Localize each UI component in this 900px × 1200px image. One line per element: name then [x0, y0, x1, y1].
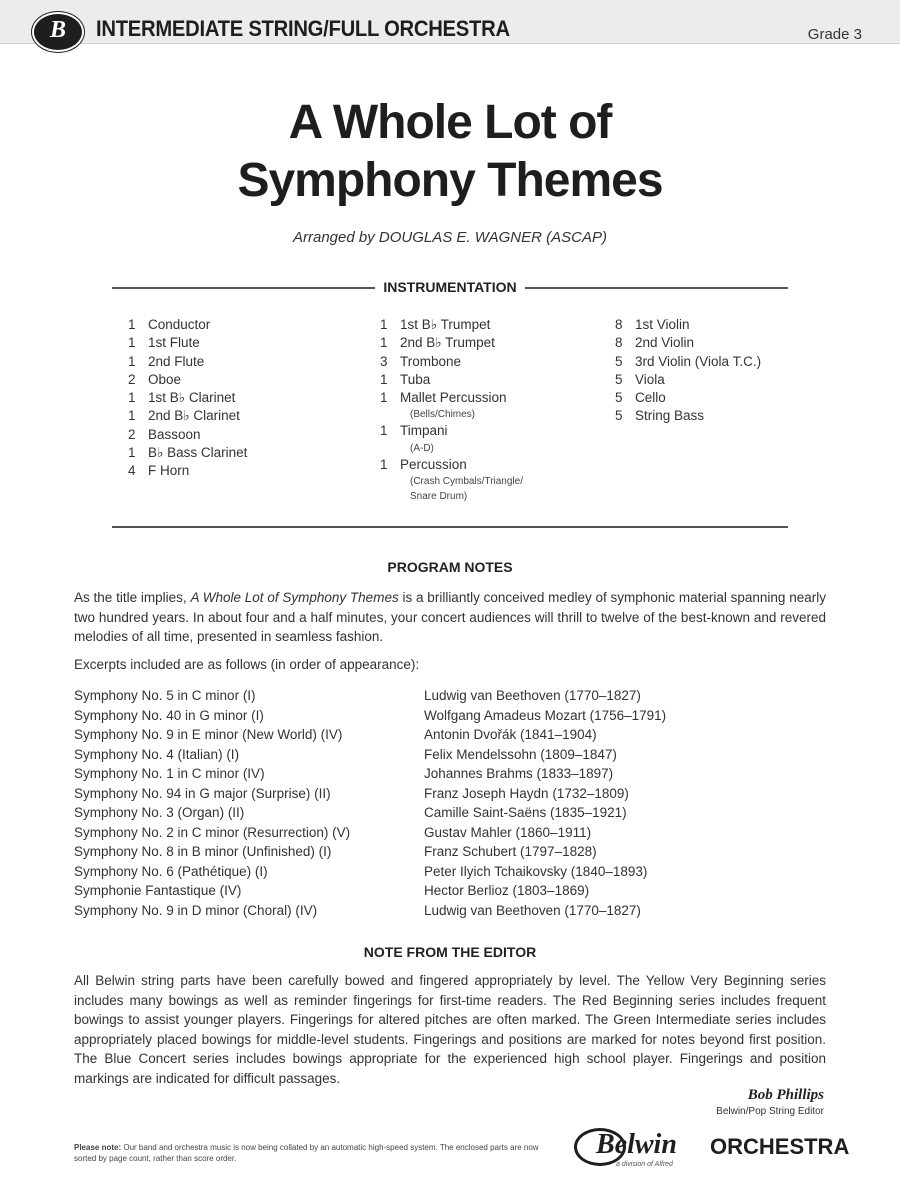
orchestra-wordmark: ORCHESTRA [710, 1134, 850, 1159]
excerpt-row [74, 901, 834, 921]
instrument-row [615, 353, 761, 371]
instrument-name: Cello [635, 390, 666, 406]
excerpt-composer: Johannes Brahms (1833–1897) [424, 766, 614, 781]
instrument-row [380, 371, 523, 389]
instrument-name: 1st Violin [635, 317, 690, 332]
excerpt-symphony: Symphony No. 5 in C minor (I) [74, 688, 256, 703]
instrument-quantity: 1 [380, 371, 388, 387]
instrument-row [128, 371, 247, 389]
instrument-quantity: 5 [615, 371, 623, 387]
instrument-name: 1st B♭ Trumpet [400, 317, 491, 332]
excerpt-symphony: Symphony No. 40 in G minor (I) [74, 707, 264, 723]
instrument-row [380, 456, 523, 504]
instrument-name: Timpani [400, 423, 448, 439]
program-notes-heading: PROGRAM NOTES [387, 559, 513, 575]
excerpt-composer: Gustav Mahler (1860–1911) [424, 824, 592, 840]
instrument-row [128, 426, 247, 444]
editor-signature: Bob Phillips [747, 1087, 824, 1103]
instrument-detail: (Bells/Chimes) [410, 409, 476, 421]
instrument-name: String Bass [635, 408, 705, 424]
instrumentation-column-woodwinds [128, 316, 247, 481]
excerpt-symphony: Symphony No. 6 (Pathétique) (I) [74, 863, 268, 879]
page-title [0, 94, 900, 210]
excerpt-composer: Antonin Dvořák (1841–1904) [424, 727, 597, 742]
instrument-row [615, 389, 761, 407]
instrument-name: F Horn [148, 463, 190, 479]
excerpt-composer: Ludwig van Beethoven (1770–1827) [424, 902, 641, 918]
excerpt-row [74, 823, 834, 843]
instrument-row [128, 353, 247, 371]
editor-note-text: All Belwin string parts have been carefully bowed and fingered appropriately by level. The Yellow Very Beginning series includes many bowings as well as reminder fingerings for first-time readers. The Red Beginning series includes frequent bowings to assist younger players. Fingerings for altered pitches are often marked. The Green Intermediate series includes appropriately placed bowings for middle-level students. Fingerings and positions are marked for notes beyond first position. The Blue Concert series includes bowings appropriate for the experienced high school player. Fingerings and position markings are indicated for difficult passages. [74, 973, 826, 1086]
instrument-quantity: 1 [128, 353, 136, 369]
instrument-row [615, 316, 761, 334]
excerpt-row [74, 764, 834, 784]
excerpt-composer: Felix Mendelssohn (1809–1847) [424, 746, 617, 762]
instrument-name: 2nd Violin [635, 335, 695, 351]
instrument-name: 2nd B♭ Clarinet [148, 408, 240, 424]
excerpt-row [74, 784, 834, 804]
belwin-logo-icon: B [32, 12, 84, 52]
instrument-name: Mallet Percussion [400, 390, 507, 406]
instrumentation-column-brass-percussion [380, 316, 523, 504]
instrument-quantity: 1 [128, 335, 136, 351]
instrument-quantity: 1 [128, 445, 136, 461]
instrument-row [380, 389, 523, 422]
instrument-quantity: 5 [615, 390, 623, 406]
title-line-1: A Whole Lot of [288, 96, 612, 149]
instrument-name: B♭ Bass Clarinet [148, 445, 248, 461]
instrument-name: Percussion [400, 456, 467, 472]
excerpt-symphony: Symphony No. 3 (Organ) (II) [74, 805, 245, 820]
excerpt-symphony: Symphony No. 2 in C minor (Resurrection) (V) [74, 824, 351, 840]
instrument-name: Trombone [400, 353, 462, 369]
instrument-quantity: 1 [380, 317, 388, 332]
excerpt-symphony: Symphony No. 8 in B minor (Unfinished) (I) [74, 844, 332, 859]
excerpt-composer: Peter Ilyich Tchaikovsky (1840–1893) [424, 863, 648, 879]
belwin-orchestra-logo [574, 1126, 850, 1176]
instrument-detail: Snare Drum) [410, 491, 468, 503]
arranger-credit: Arranged by DOUGLAS E. WAGNER (ASCAP) [293, 229, 607, 246]
instrument-name: 3rd Violin (Viola T.C.) [635, 353, 762, 369]
instrument-name: 1st B♭ Clarinet [148, 390, 236, 406]
excerpts-intro: Excerpts included are as follows (in order of appearance): [74, 657, 420, 672]
editor-note-heading: NOTE FROM THE EDITOR [363, 944, 537, 960]
excerpt-row [74, 803, 834, 823]
instrument-quantity: 8 [615, 317, 623, 332]
excerpt-composer: Franz Joseph Haydn (1732–1809) [424, 785, 629, 801]
footer-note: Please note: Our band and orchestra music is now being collated by an automatic high-speed system. The enclosed parts are now sorted by page count, rather than score order. [74, 1143, 539, 1163]
editor-title: Belwin/Pop String Editor [716, 1106, 824, 1117]
excerpt-row [74, 706, 834, 726]
instrument-quantity: 1 [380, 423, 388, 439]
instrument-row [380, 316, 523, 334]
grade-label: Grade 3 [807, 26, 862, 43]
instrument-row [380, 353, 523, 371]
instrument-row [615, 407, 761, 425]
instrument-detail: (Crash Cymbals/Triangle/ [410, 476, 523, 488]
instrument-quantity: 5 [615, 353, 623, 369]
excerpt-row [74, 725, 834, 745]
excerpt-symphony: Symphony No. 94 in G major (Surprise) (II) [74, 785, 331, 801]
instrument-quantity: 1 [380, 456, 388, 472]
instrumentation-bottom-rule [112, 526, 788, 528]
instrument-row [128, 407, 247, 425]
instrument-name: Conductor [148, 317, 211, 332]
instrument-name: 2nd B♭ Trumpet [400, 335, 495, 351]
title-line-2: Symphony Themes [237, 154, 663, 207]
instrument-row [615, 371, 761, 389]
instrument-row [128, 444, 247, 462]
instrument-name: Tuba [400, 371, 431, 387]
instrumentation-heading: INSTRUMENTATION [0, 279, 900, 295]
piece-title: A Whole Lot of Symphony Themes [190, 590, 399, 605]
instrument-row [128, 334, 247, 352]
instrument-row [380, 422, 523, 455]
instrument-row [128, 316, 247, 334]
instrument-quantity: 1 [380, 390, 388, 406]
instrumentation-column-strings [615, 316, 761, 426]
instrument-quantity: 5 [615, 408, 623, 424]
excerpt-composer: Wolfgang Amadeus Mozart (1756–1791) [424, 707, 667, 723]
excerpt-composer: Franz Schubert (1797–1828) [424, 844, 597, 859]
excerpt-row [74, 881, 834, 901]
instrument-row [615, 334, 761, 352]
excerpt-composer: Camille Saint-Saëns (1835–1921) [424, 805, 627, 820]
excerpt-symphony: Symphony No. 9 in D minor (Choral) (IV) [74, 902, 318, 918]
instrument-row [128, 389, 247, 407]
instrument-detail: (A-D) [410, 442, 434, 454]
instrument-name: Viola [635, 371, 665, 387]
instrument-quantity: 4 [128, 463, 136, 479]
instrument-quantity: 1 [380, 335, 388, 351]
instrument-name: 1st Flute [148, 335, 200, 351]
instrument-name: Oboe [148, 371, 182, 387]
excerpt-symphony: Symphony No. 9 in E minor (New World) (IV) [74, 727, 343, 742]
excerpt-row [74, 842, 834, 862]
instrument-quantity: 2 [128, 371, 136, 387]
belwin-wordmark: Belwin [596, 1129, 677, 1160]
program-notes-text: As the title implies, A Whole Lot of Symphony Themes is a brilliantly conceived medley of symphonic material spanning nearly two hundred years. In about four and a half minutes, your concert audiences will thrill to twelve of the best-known and revered melodies of all time, presented in seamless fashion. [74, 590, 826, 644]
instrument-quantity: 8 [615, 335, 623, 351]
series-title: INTERMEDIATE STRING/FULL ORCHESTRA [96, 16, 510, 41]
instrument-quantity: 1 [128, 408, 136, 424]
excerpt-row [74, 862, 834, 882]
division-tagline: a division of Alfred [616, 1161, 673, 1168]
excerpt-symphony: Symphony No. 1 in C minor (IV) [74, 766, 265, 781]
instrument-name: 2nd Flute [148, 353, 205, 369]
instrument-quantity: 3 [380, 353, 388, 369]
instrument-row [380, 334, 523, 352]
excerpt-composer: Ludwig van Beethoven (1770–1827) [424, 688, 641, 703]
instrument-row [128, 462, 247, 480]
instrument-name: Bassoon [148, 426, 201, 442]
excerpt-symphony: Symphony No. 4 (Italian) (I) [74, 746, 240, 762]
excerpt-composer: Hector Berlioz (1803–1869) [424, 883, 590, 898]
instrument-quantity: 1 [128, 390, 136, 406]
excerpts-list [74, 686, 834, 920]
instrument-quantity: 2 [128, 426, 136, 442]
instrument-quantity: 1 [128, 317, 136, 332]
excerpt-row [74, 686, 834, 706]
excerpt-symphony: Symphonie Fantastique (IV) [74, 883, 242, 898]
excerpt-row [74, 745, 834, 765]
